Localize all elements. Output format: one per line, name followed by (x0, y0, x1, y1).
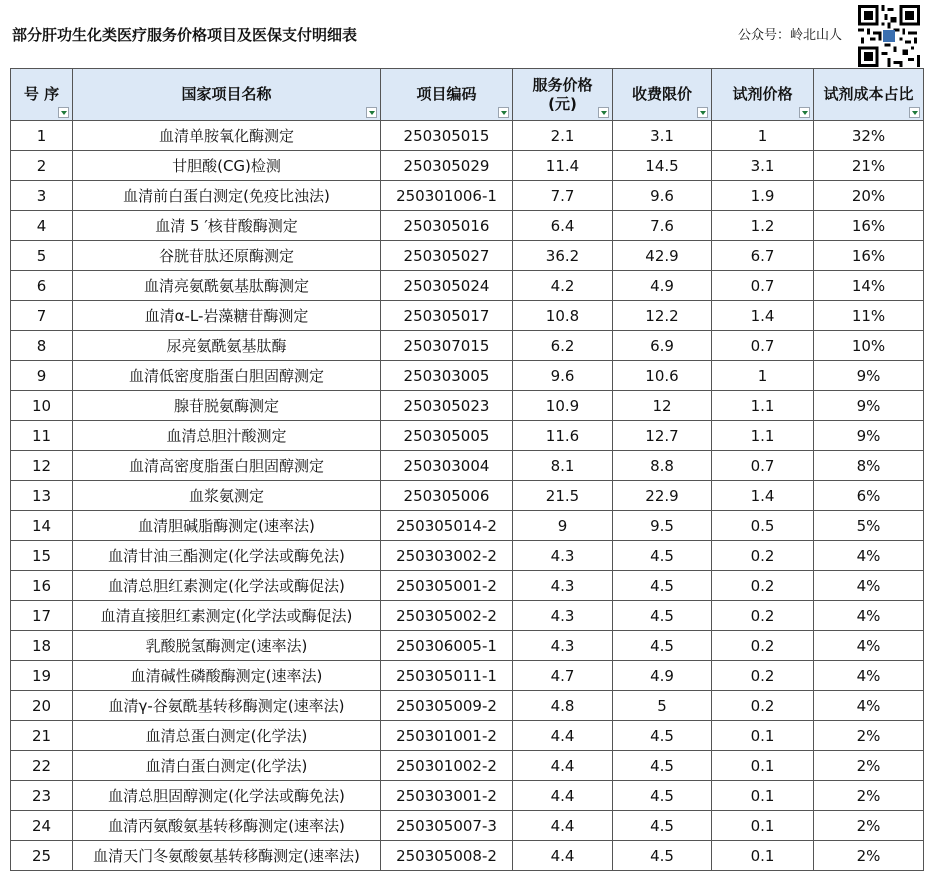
code-cell: 250301006-1 (381, 181, 513, 211)
code-cell: 250305027 (381, 241, 513, 271)
code-cell: 250303001-2 (381, 781, 513, 811)
ratio-cell: 2% (814, 841, 924, 871)
ratio-cell: 2% (814, 721, 924, 751)
name-cell: 血清总蛋白测定(化学法) (73, 721, 381, 751)
price-table (10, 68, 924, 871)
filter-dropdown-icon[interactable] (58, 107, 69, 118)
table-row (11, 331, 924, 361)
price-cell: 9 (513, 511, 613, 541)
code-cell: 250305016 (381, 211, 513, 241)
code-cell: 250305029 (381, 151, 513, 181)
seq-cell: 10 (11, 391, 73, 421)
header-name-label: 国家项目名称 (181, 85, 272, 103)
ratio-cell: 4% (814, 541, 924, 571)
limit-cell: 4.5 (613, 601, 712, 631)
seq-cell: 16 (11, 571, 73, 601)
ratio-cell: 2% (814, 751, 924, 781)
price-cell: 4.3 (513, 631, 613, 661)
page-title: 部分肝功生化类医疗服务价格项目及医保支付明细表 (12, 26, 358, 44)
reagent-cell: 6.7 (712, 241, 814, 271)
limit-cell: 12.7 (613, 421, 712, 451)
seq-cell: 1 (11, 121, 73, 151)
code-cell: 250307015 (381, 331, 513, 361)
reagent-cell: 0.1 (712, 781, 814, 811)
code-cell: 250303004 (381, 451, 513, 481)
reagent-cell: 0.1 (712, 811, 814, 841)
reagent-cell: 1.4 (712, 301, 814, 331)
limit-cell: 4.9 (613, 271, 712, 301)
reagent-cell: 0.1 (712, 721, 814, 751)
ratio-cell: 9% (814, 361, 924, 391)
reagent-cell: 0.7 (712, 271, 814, 301)
code-cell: 250305002-2 (381, 601, 513, 631)
price-cell: 4.4 (513, 751, 613, 781)
limit-cell: 4.5 (613, 751, 712, 781)
filter-dropdown-icon[interactable] (366, 107, 377, 118)
ratio-cell: 5% (814, 511, 924, 541)
seq-cell: 13 (11, 481, 73, 511)
header-price (513, 69, 613, 121)
filter-dropdown-icon[interactable] (498, 107, 509, 118)
ratio-cell: 21% (814, 151, 924, 181)
limit-cell: 9.6 (613, 181, 712, 211)
seq-cell: 19 (11, 661, 73, 691)
table-row (11, 631, 924, 661)
ratio-cell: 8% (814, 451, 924, 481)
reagent-cell: 0.1 (712, 751, 814, 781)
ratio-cell: 32% (814, 121, 924, 151)
table-row (11, 751, 924, 781)
table-row (11, 781, 924, 811)
seq-cell: 5 (11, 241, 73, 271)
code-cell: 250305011-1 (381, 661, 513, 691)
header-code (381, 69, 513, 121)
table-row (11, 391, 924, 421)
limit-cell: 12 (613, 391, 712, 421)
name-cell: 血清高密度脂蛋白胆固醇测定 (73, 451, 381, 481)
reagent-cell: 0.5 (712, 511, 814, 541)
name-cell: 血清单胺氧化酶测定 (73, 121, 381, 151)
limit-cell: 4.5 (613, 631, 712, 661)
reagent-cell: 0.7 (712, 451, 814, 481)
header-code-label: 项目编码 (416, 85, 477, 103)
limit-cell: 4.5 (613, 571, 712, 601)
limit-cell: 6.9 (613, 331, 712, 361)
table-row (11, 691, 924, 721)
price-cell: 4.7 (513, 661, 613, 691)
ratio-cell: 10% (814, 331, 924, 361)
table-row (11, 181, 924, 211)
name-cell: 血浆氨测定 (73, 481, 381, 511)
header-ratio (814, 69, 924, 121)
reagent-cell: 1 (712, 361, 814, 391)
name-cell: 血清总胆汁酸测定 (73, 421, 381, 451)
header-ratio-label: 试剂成本占比 (823, 85, 914, 103)
ratio-cell: 20% (814, 181, 924, 211)
reagent-cell: 0.2 (712, 601, 814, 631)
limit-cell: 9.5 (613, 511, 712, 541)
table-row (11, 211, 924, 241)
price-cell: 11.4 (513, 151, 613, 181)
code-cell: 250303005 (381, 361, 513, 391)
name-cell: 血清丙氨酸氨基转移酶测定(速率法) (73, 811, 381, 841)
seq-cell: 25 (11, 841, 73, 871)
code-cell: 250306005-1 (381, 631, 513, 661)
price-cell: 4.4 (513, 811, 613, 841)
price-cell: 10.8 (513, 301, 613, 331)
seq-cell: 8 (11, 331, 73, 361)
table-row (11, 511, 924, 541)
filter-dropdown-icon[interactable] (799, 107, 810, 118)
filter-dropdown-icon[interactable] (909, 107, 920, 118)
table-row (11, 541, 924, 571)
price-cell: 4.3 (513, 571, 613, 601)
table-body (11, 121, 924, 871)
seq-cell: 6 (11, 271, 73, 301)
table-row (11, 121, 924, 151)
price-cell: 11.6 (513, 421, 613, 451)
name-cell: 腺苷脱氨酶测定 (73, 391, 381, 421)
account-label: 公众号：岭北山人 (738, 28, 843, 43)
table-row (11, 151, 924, 181)
reagent-cell: 0.2 (712, 541, 814, 571)
code-cell: 250305009-2 (381, 691, 513, 721)
ratio-cell: 2% (814, 781, 924, 811)
code-cell: 250305006 (381, 481, 513, 511)
seq-cell: 24 (11, 811, 73, 841)
reagent-cell: 1.2 (712, 211, 814, 241)
name-cell: 血清总胆红素测定(化学法或酶促法) (73, 571, 381, 601)
table-row (11, 361, 924, 391)
code-cell: 250305023 (381, 391, 513, 421)
price-cell: 9.6 (513, 361, 613, 391)
seq-cell: 20 (11, 691, 73, 721)
ratio-cell: 4% (814, 691, 924, 721)
seq-cell: 17 (11, 601, 73, 631)
name-cell: 血清白蛋白测定(化学法) (73, 751, 381, 781)
reagent-cell: 0.7 (712, 331, 814, 361)
table-row (11, 451, 924, 481)
seq-cell: 11 (11, 421, 73, 451)
seq-cell: 12 (11, 451, 73, 481)
seq-cell: 2 (11, 151, 73, 181)
table-header-row (11, 69, 924, 121)
table-row (11, 841, 924, 871)
limit-cell: 7.6 (613, 211, 712, 241)
header-price-label: 服务价格(元) (532, 75, 593, 113)
header-limit-label: 收费限价 (631, 85, 692, 103)
reagent-cell: 1.1 (712, 391, 814, 421)
code-cell: 250301002-2 (381, 751, 513, 781)
limit-cell: 4.5 (613, 841, 712, 871)
seq-cell: 7 (11, 301, 73, 331)
seq-cell: 21 (11, 721, 73, 751)
limit-cell: 4.5 (613, 811, 712, 841)
price-cell: 4.4 (513, 781, 613, 811)
code-cell: 250305015 (381, 121, 513, 151)
reagent-cell: 0.1 (712, 841, 814, 871)
limit-cell: 4.9 (613, 661, 712, 691)
reagent-cell: 1.4 (712, 481, 814, 511)
limit-cell: 4.5 (613, 541, 712, 571)
ratio-cell: 4% (814, 601, 924, 631)
limit-cell: 8.8 (613, 451, 712, 481)
table-row (11, 571, 924, 601)
header-name (73, 69, 381, 121)
limit-cell: 22.9 (613, 481, 712, 511)
limit-cell: 4.5 (613, 781, 712, 811)
code-cell: 250301001-2 (381, 721, 513, 751)
reagent-cell: 0.2 (712, 631, 814, 661)
seq-cell: 18 (11, 631, 73, 661)
name-cell: 血清低密度脂蛋白胆固醇测定 (73, 361, 381, 391)
header-reagent (712, 69, 814, 121)
filter-dropdown-icon[interactable] (697, 107, 708, 118)
reagent-cell: 0.2 (712, 571, 814, 601)
table-row (11, 811, 924, 841)
price-cell: 4.3 (513, 601, 613, 631)
filter-dropdown-icon[interactable] (598, 107, 609, 118)
limit-cell: 14.5 (613, 151, 712, 181)
name-cell: 血清 5 ′核苷酸酶测定 (73, 211, 381, 241)
code-cell: 250305024 (381, 271, 513, 301)
price-cell: 4.4 (513, 841, 613, 871)
name-cell: 乳酸脱氢酶测定(速率法) (73, 631, 381, 661)
name-cell: 血清γ-谷氨酰基转移酶测定(速率法) (73, 691, 381, 721)
name-cell: 血清天门冬氨酸氨基转移酶测定(速率法) (73, 841, 381, 871)
code-cell: 250305007-3 (381, 811, 513, 841)
price-cell: 4.4 (513, 721, 613, 751)
table-row (11, 301, 924, 331)
reagent-cell: 1 (712, 121, 814, 151)
limit-cell: 42.9 (613, 241, 712, 271)
limit-cell: 5 (613, 691, 712, 721)
table-row (11, 421, 924, 451)
ratio-cell: 4% (814, 661, 924, 691)
ratio-cell: 16% (814, 241, 924, 271)
name-cell: 血清亮氨酰氨基肽酶测定 (73, 271, 381, 301)
price-cell: 4.3 (513, 541, 613, 571)
price-cell: 36.2 (513, 241, 613, 271)
header-reagent-label: 试剂价格 (732, 85, 793, 103)
price-cell: 21.5 (513, 481, 613, 511)
table-row (11, 241, 924, 271)
code-cell: 250305008-2 (381, 841, 513, 871)
name-cell: 血清总胆固醇测定(化学法或酶免法) (73, 781, 381, 811)
ratio-cell: 6% (814, 481, 924, 511)
code-cell: 250305001-2 (381, 571, 513, 601)
reagent-cell: 0.2 (712, 691, 814, 721)
seq-cell: 15 (11, 541, 73, 571)
name-cell: 血清直接胆红素测定(化学法或酶促法) (73, 601, 381, 631)
reagent-cell: 1.1 (712, 421, 814, 451)
name-cell: 血清碱性磷酸酶测定(速率法) (73, 661, 381, 691)
ratio-cell: 9% (814, 421, 924, 451)
name-cell: 谷胱苷肽还原酶测定 (73, 241, 381, 271)
ratio-cell: 2% (814, 811, 924, 841)
ratio-cell: 11% (814, 301, 924, 331)
limit-cell: 3.1 (613, 121, 712, 151)
limit-cell: 4.5 (613, 721, 712, 751)
price-cell: 8.1 (513, 451, 613, 481)
limit-cell: 10.6 (613, 361, 712, 391)
seq-cell: 23 (11, 781, 73, 811)
price-cell: 6.4 (513, 211, 613, 241)
seq-cell: 14 (11, 511, 73, 541)
code-cell: 250303002-2 (381, 541, 513, 571)
name-cell: 尿亮氨酰氨基肽酶 (73, 331, 381, 361)
table-row (11, 271, 924, 301)
price-cell: 7.7 (513, 181, 613, 211)
table-row (11, 721, 924, 751)
table-row (11, 661, 924, 691)
seq-cell: 3 (11, 181, 73, 211)
reagent-cell: 0.2 (712, 661, 814, 691)
price-cell: 4.2 (513, 271, 613, 301)
ratio-cell: 4% (814, 571, 924, 601)
price-cell: 6.2 (513, 331, 613, 361)
ratio-cell: 9% (814, 391, 924, 421)
name-cell: 血清甘油三酯测定(化学法或酶免法) (73, 541, 381, 571)
ratio-cell: 16% (814, 211, 924, 241)
price-cell: 10.9 (513, 391, 613, 421)
name-cell: 血清胆碱脂酶测定(速率法) (73, 511, 381, 541)
table-row (11, 481, 924, 511)
table-row (11, 601, 924, 631)
price-cell: 2.1 (513, 121, 613, 151)
ratio-cell: 4% (814, 631, 924, 661)
qr-code-icon (858, 5, 920, 67)
seq-cell: 9 (11, 361, 73, 391)
name-cell: 血清α-L-岩藻糖苷酶测定 (73, 301, 381, 331)
reagent-cell: 1.9 (712, 181, 814, 211)
name-cell: 血清前白蛋白测定(免疫比浊法) (73, 181, 381, 211)
header-seq-label: 号 序 (23, 85, 60, 103)
limit-cell: 12.2 (613, 301, 712, 331)
seq-cell: 22 (11, 751, 73, 781)
name-cell: 甘胆酸(CG)检测 (73, 151, 381, 181)
code-cell: 250305017 (381, 301, 513, 331)
reagent-cell: 3.1 (712, 151, 814, 181)
header-seq (11, 69, 73, 121)
ratio-cell: 14% (814, 271, 924, 301)
header-limit (613, 69, 712, 121)
code-cell: 250305014-2 (381, 511, 513, 541)
code-cell: 250305005 (381, 421, 513, 451)
price-cell: 4.8 (513, 691, 613, 721)
seq-cell: 4 (11, 211, 73, 241)
